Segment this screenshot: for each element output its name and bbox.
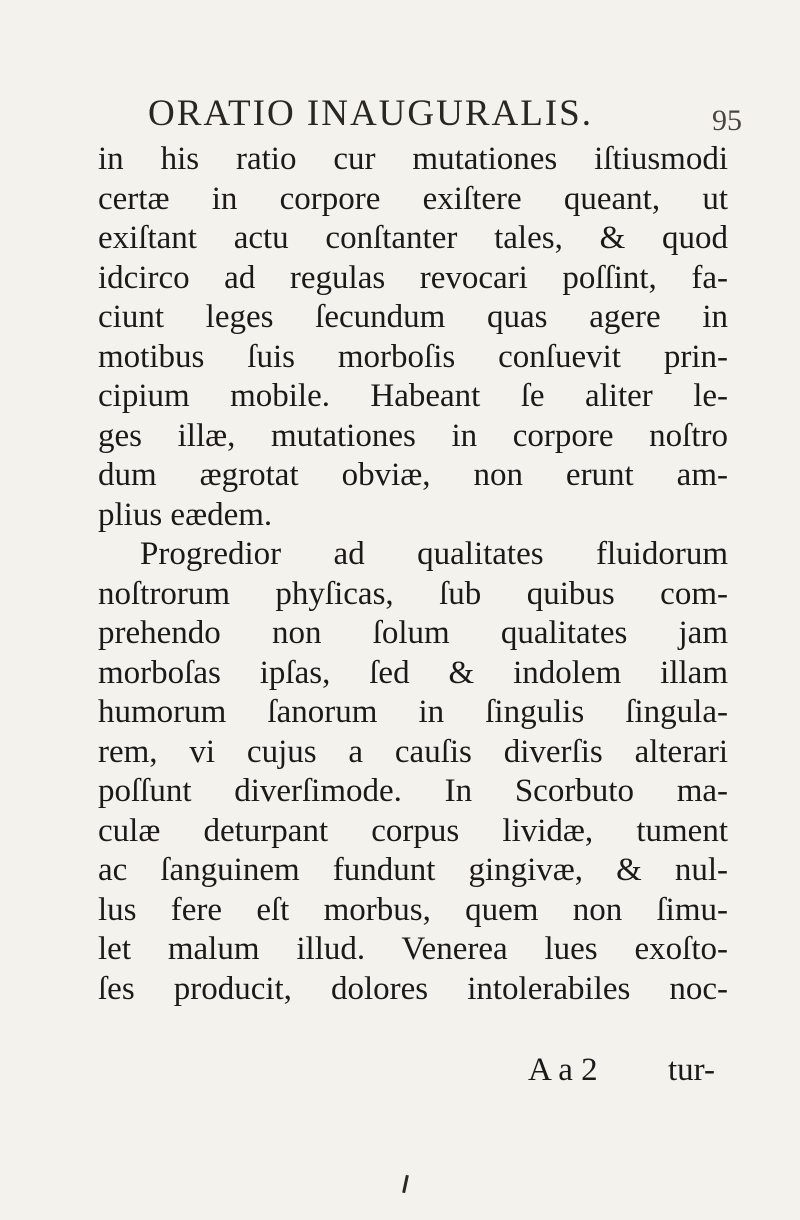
text-line: humorum ſanorum in ſingulis ſingula-	[98, 694, 728, 730]
paragraph-start-line: Progredior ad qualitates fluidorum	[140, 536, 728, 572]
text-line: rem, vi cujus a cauſis diverſis alterari	[98, 733, 728, 770]
text-line: cipium mobile. Habeant ſe aliter le-	[98, 378, 728, 414]
ink-mark	[402, 1175, 409, 1193]
catchword: tur-	[668, 1052, 715, 1088]
text-line: in his ratio cur mutationes iſtiusmodi	[98, 141, 728, 177]
text-line: ciunt leges ſecundum quas agere in	[98, 299, 728, 335]
text-line: certæ in corpore exiſtere queant, ut	[98, 180, 728, 217]
text-line: plius eædem.	[98, 496, 273, 533]
text-line: poſſunt diverſimode. In Scorbuto ma-	[98, 773, 728, 809]
text-line: ac ſanguinem fundunt gingivæ, & nul-	[98, 852, 728, 888]
text-line: dum ægrotat obviæ, non erunt am-	[98, 457, 728, 493]
running-title: ORATIO INAUGURALIS.	[148, 93, 593, 134]
body-text	[98, 140, 728, 1009]
text-line: prehendo non ſolum qualitates jam	[98, 615, 728, 651]
text-line: ſes producit, dolores intolerabiles noc-	[98, 970, 728, 1007]
catchline	[98, 1052, 728, 1092]
text-line: exiſtant actu conſtanter tales, & quod	[98, 220, 728, 256]
text-line: idcirco ad regulas revocari poſſint, fa-	[98, 259, 728, 296]
signature-mark: A a 2	[528, 1052, 598, 1088]
text-line: let malum illud. Venerea lues exoſto-	[98, 931, 728, 967]
page-number: 95	[712, 104, 742, 137]
text-line: culæ deturpant corpus lividæ, tument	[98, 812, 728, 849]
text-line: motibus ſuis morboſis conſuevit prin-	[98, 338, 728, 375]
text-line: ges illæ, mutationes in corpore noſtro	[98, 417, 728, 454]
text-line: morboſas ipſas, ſed & indolem illam	[98, 654, 728, 691]
text-line: lus fere eſt morbus, quem non ſimu-	[98, 891, 728, 928]
text-line: noſtrorum phyſicas, ſub quibus com-	[98, 575, 728, 612]
